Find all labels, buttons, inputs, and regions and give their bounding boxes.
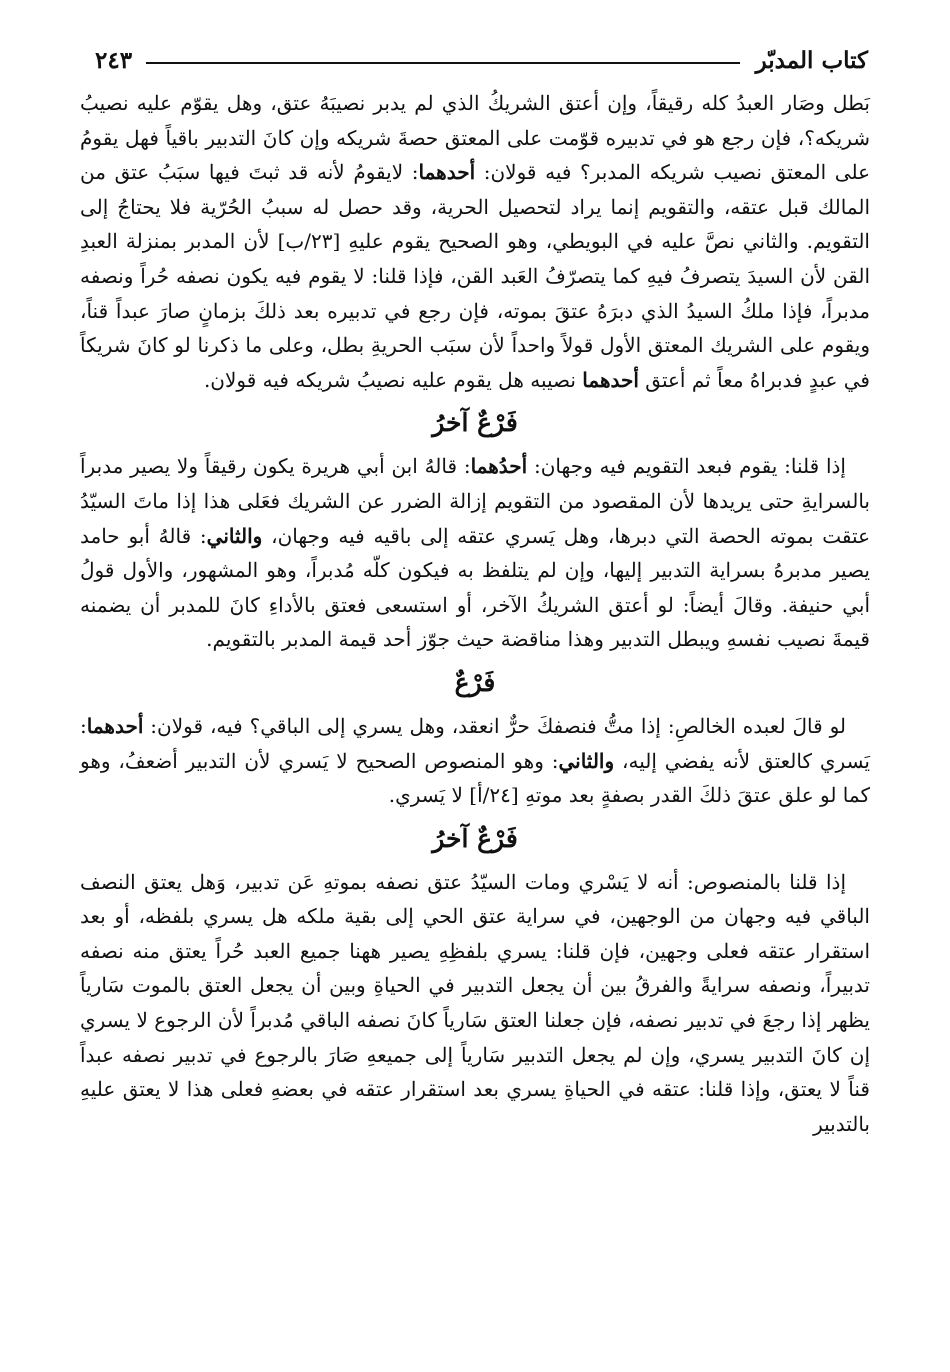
chapter-title: كتاب المدبّر	[755, 46, 868, 74]
text-run: نصيبه هل يقوم عليه نصيبُ شريكه فيه قولان.	[203, 367, 583, 392]
text-run: : يَسري كالعتق لأنه يفضي إليه،	[80, 713, 870, 773]
section-heading: فَرْعٌ آخرُ	[432, 823, 518, 853]
section-heading: فَرْعٌ آخرُ	[432, 408, 518, 438]
bold-term: أحدُهما	[470, 454, 528, 479]
body-paragraph	[80, 86, 870, 397]
body-paragraph	[80, 449, 870, 657]
body-paragraph	[80, 709, 870, 813]
section-heading: فَرْعٌ	[454, 667, 496, 697]
text-run: إذا قلنا بالمنصوص: أنه لا يَسْري ومات السيّدُ عتق نصفه بموتهِ عَن تدبير، وَهل يعتق النصف الباقي فيه وجهان من الوجهين، في سراية عتق الحي إلى بقية ملكه هل يسري بلفظه، أو بعد استقرار عتقه فعلى وجهين، فإن قلنا: يسري بلفظِهِ يصير ههنا جميع العبد حُراً يعتق منه نصفه تدبيراً، ونصفه سرايةً والفرقُ بين أن يجعل التدبير في الحياةِ وبين أن يجعل العتق بالموت سَارياً يظهر إذا رجعَ في تدبير نصفه، فإن جعلنا العتق سَارياً كانَ نصفه الباقي مُدبراً لأن الرجوع لا يسري إن كانَ التدبير يسري، وإن لم يجعل التدبير سَارياً إلى جميعهِ صَارَ بالرجوع في تدبير نصفه عبداً قناً لا يعتق، وإذا قلنا: عتقه في الحياةِ يسري بعد استقرار عتقه في بعضهِ فعلى هذا لا يعتق عليهِ بالتدبير	[80, 869, 870, 1136]
bold-term: أحدهما	[582, 367, 639, 392]
text-run: : لايقومُ لأنه قد ثبتَ فيها سبَبُ عتق من المالك قبل عتقه، والتقويم إنما يراد لتحصيل الحرية، وقد حصل له سببُ الحُرّية فلا يحتاجُ إلى التقويم. والثاني نصَّ عليه في البويطي، وهو الصحيح يقوم عليهِ [٢٣/ب] لأن المدبر بمنزلة العبدِ القن لأن السيدَ يتصرفُ فيهِ كما يتصرّفُ العَبد القن، فإذا قلنا: لا يقوم فيه يكون نصفه حُراً ونصفه مدبراً، فإذا ملكُ السيدُ الذي دبرَهُ عتقَ بموته، فإن رجع في تدبيره بعد ذلكَ بزمانٍ صارَ عبداً قناً، ويقوم على الشريك المعتق الأول قولاً واحداً لأن سبَب الحريةِ بطل، وعلى ما ذكرنا لو كانَ شريكاً في عبدٍ فدبراهُ معاً ثم أعتق	[80, 160, 871, 392]
bold-term: أحدهما	[418, 160, 476, 185]
header-rule	[146, 62, 740, 64]
page-number: ٢٤٣	[95, 46, 133, 74]
bold-term: والثاني	[558, 748, 615, 773]
text-run: إذا قلنا: يقوم فبعد التقويم فيه وجهان:	[527, 454, 846, 479]
text-run: لو قالَ لعبده الخالصِ: إذا متُّ فنصفكَ حرٌّ انعقد، وهل يسري إلى الباقي؟ فيه، قولان:	[143, 713, 846, 738]
running-header	[95, 38, 868, 82]
bold-term: والثاني	[206, 523, 263, 548]
text-run: : وهو المنصوص الصحيح لا يَسري لأن التدبير أضعفُ، وهو كما لو علق عتقَ ذلكَ القدر بصفةٍ بعد موتهِ [٢٤/أ] لا يَسري.	[80, 748, 870, 808]
text-run: بَطل وصَار العبدُ كله رقيقاً، وإن أعتق الشريكُ الذي لم يدبر نصيبَهُ عتق، وهل يقوّم عليه نصيبُ شريكه؟، فإن رجع هو في تدبيره قوّمت على المعتق حصةَ شريكه وإن كانَ التدبير باقياً فهل يقومُ على المعتق نصيب شريكه المدبر؟ فيه قولان:	[80, 91, 871, 185]
text-run: : قالهُ أبو حامد يصير مدبرهُ بسراية التدبير إليها، وإن لم يتلفظ به فيكون كلّه مُدبراً، وهو المشهور، والأول قولُ أبي حنيفة. وقالَ أيضاً: لو أعتق الشريكُ الآخر، أو استسعى فعتق بالأداءِ كانَ للمدبر أن يضمنه قيمةَ نصيب نفسهِ ويبطل التدبير وهذا مناقضة حيث جوّز أحد قيمة المدبر بالتقويم.	[80, 523, 870, 652]
body-paragraph	[80, 865, 870, 1142]
text-run: : قالهُ ابن أبي هريرة يكون رقيقاً ولا يصير مدبراً بالسرايةِ حتى يريدها لأن المقصود من التقويم إزالة الضرر عن الشريك فعَلى هذا إذا ماتَ السيّدُ عتقت بموته الحصة التي دبرها، وهل يَسري عتقه إلى باقيه فيه وجهان،	[80, 454, 871, 548]
bold-term: أحدهما	[86, 713, 144, 738]
body-text	[80, 86, 870, 1141]
